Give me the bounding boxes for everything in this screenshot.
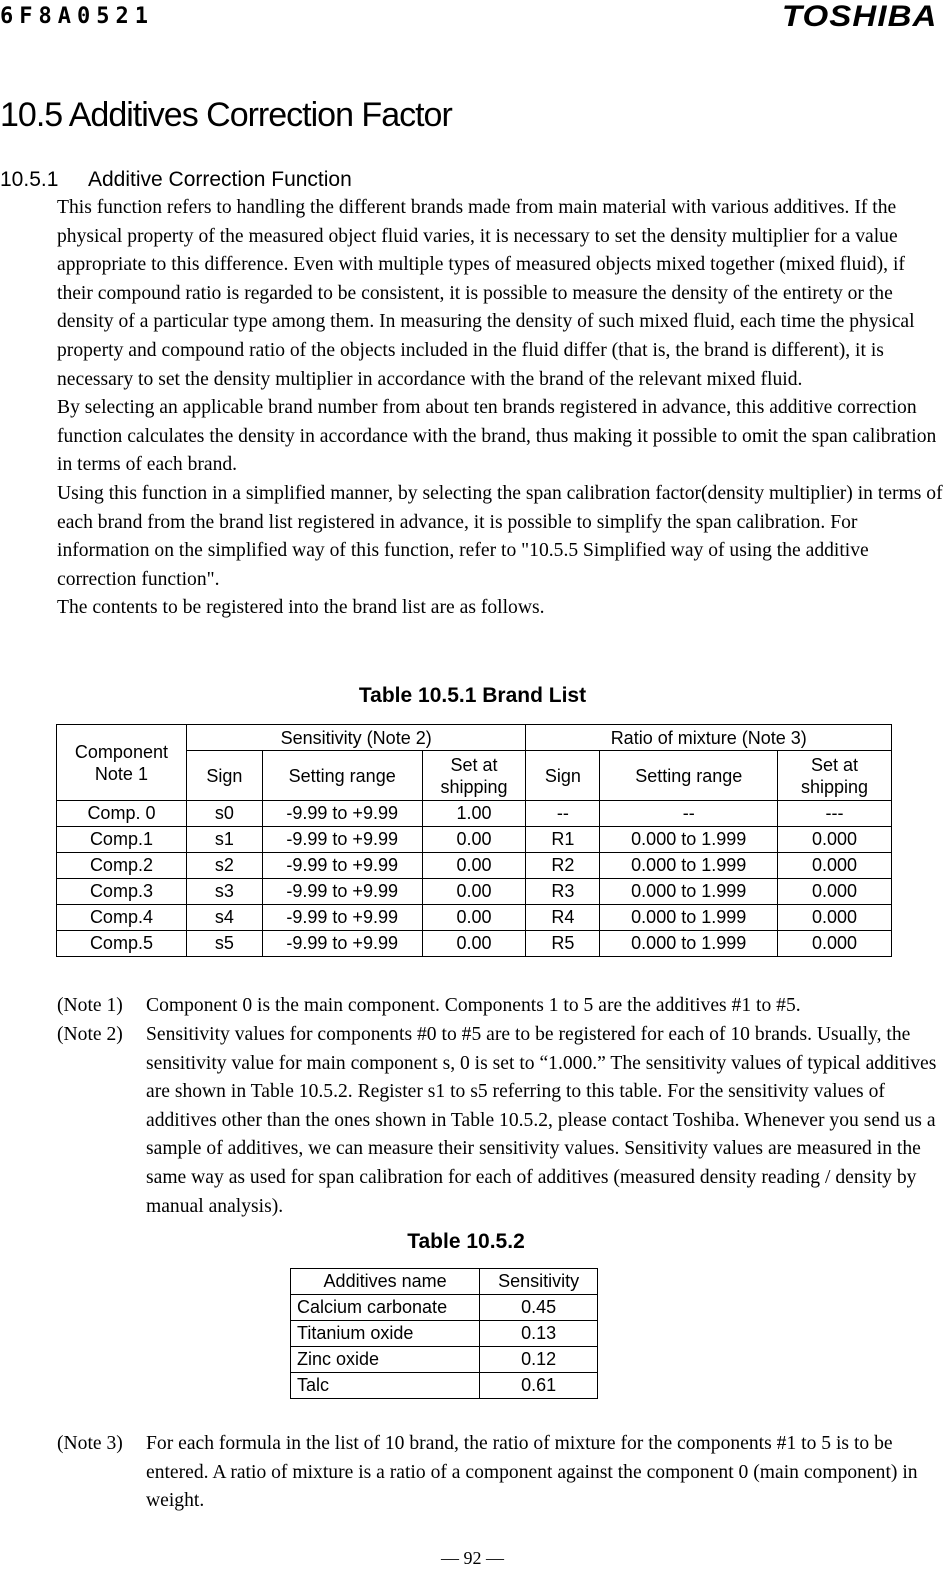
table-cell: 0.00 xyxy=(422,879,526,905)
table-cell: Titanium oxide xyxy=(291,1321,480,1347)
table-cell: 0.000 to 1.999 xyxy=(600,853,778,879)
table-cell: 0.61 xyxy=(480,1373,598,1399)
column-header: Set at shipping xyxy=(778,751,892,801)
table-cell: Comp.5 xyxy=(57,931,187,957)
table-cell: s2 xyxy=(186,853,262,879)
brand-list-table xyxy=(56,724,892,957)
table-cell: s4 xyxy=(186,905,262,931)
table-row xyxy=(57,931,892,957)
table-cell: s0 xyxy=(186,801,262,827)
column-header: Sensitivity xyxy=(480,1269,598,1295)
table-cell: s3 xyxy=(186,879,262,905)
table-row xyxy=(291,1373,598,1399)
column-header: Sign xyxy=(186,751,262,801)
table-cell: 0.00 xyxy=(422,827,526,853)
column-header: Setting range xyxy=(262,751,422,801)
subsection-number: 10.5.1 xyxy=(0,168,59,191)
paragraph: The contents to be registered into the brand list are as follows. xyxy=(57,597,545,619)
paragraph: This function refers to handling the different brands made from main material with various additives. If the physical property of the measured object fluid varies, it is necessary to set the density multiplier for a value appropriate to this difference. Even with multiple types of measured objects mixed together (mixed fluid), if their compound ratio is regarded to be consistent, it is possible to measure the density of the entirety or the density of a particular type among them. In measuring the density of such mixed fluid, each time the physical property and compound ratio of the objects included in the fluid differ (that is, the brand is different), it is necessary to set the density multiplier in accordance with the brand of the relevant mixed fluid. xyxy=(57,197,915,390)
table-cell: Talc xyxy=(291,1373,480,1399)
table-cell: 0.12 xyxy=(480,1347,598,1373)
table-cell: R3 xyxy=(526,879,600,905)
table-row xyxy=(57,853,892,879)
note-3-text: For each formula in the list of 10 brand, the ratio of mixture for the components #1 to 5 is to be entered. A ratio of mixture is a ratio of a component against the component 0 (main component) in weight. xyxy=(146,1433,918,1512)
table-cell: -9.99 to +9.99 xyxy=(262,905,422,931)
table-cell: 0.00 xyxy=(422,931,526,957)
table-cell: 0.00 xyxy=(422,853,526,879)
table-cell: Comp.4 xyxy=(57,905,187,931)
page-number xyxy=(0,1548,945,1569)
body-text xyxy=(57,194,943,623)
table-cell: 0.000 xyxy=(778,827,892,853)
table-cell: -9.99 to +9.99 xyxy=(262,931,422,957)
paragraph: By selecting an applicable brand number from about ten brands registered in advance, this additive correction function calculates the density in accordance with the brand, thus making it possible to omit the span calibration in terms of each brand. xyxy=(57,397,937,476)
dash-decoration: — xyxy=(481,1548,504,1568)
page-number-value: 92 xyxy=(463,1548,482,1568)
table-cell: -- xyxy=(600,801,778,827)
note-2-label: (Note 2) xyxy=(57,1024,123,1045)
document-number: 6F8A0521 xyxy=(0,4,154,29)
table-cell: 1.00 xyxy=(422,801,526,827)
table-cell: Calcium carbonate xyxy=(291,1295,480,1321)
table-cell: Comp.3 xyxy=(57,879,187,905)
table-row xyxy=(291,1347,598,1373)
toshiba-logo: TOSHIBA xyxy=(781,0,937,33)
table-cell: Comp. 0 xyxy=(57,801,187,827)
section-title: 10.5 Additives Correction Factor xyxy=(0,96,452,134)
note-1-label: (Note 1) xyxy=(57,995,123,1016)
table-caption: Table 10.5.1 Brand List xyxy=(358,684,587,707)
additives-table xyxy=(290,1268,598,1399)
table-cell: --- xyxy=(778,801,892,827)
table-cell: Comp.2 xyxy=(57,853,187,879)
table-cell: -9.99 to +9.99 xyxy=(262,827,422,853)
table-cell: Comp.1 xyxy=(57,827,187,853)
table-cell: 0.000 xyxy=(778,905,892,931)
table-cell: 0.00 xyxy=(422,905,526,931)
table-row xyxy=(57,827,892,853)
table-cell: 0.000 to 1.999 xyxy=(600,827,778,853)
table-cell: Zinc oxide xyxy=(291,1347,480,1373)
table-cell: 0.000 to 1.999 xyxy=(600,905,778,931)
table-cell: 0.000 to 1.999 xyxy=(600,879,778,905)
component-header: Component Note 1 xyxy=(57,725,187,801)
table-cell: s5 xyxy=(186,931,262,957)
table-row xyxy=(291,1295,598,1321)
column-header: Setting range xyxy=(600,751,778,801)
table-cell: 0.000 xyxy=(778,931,892,957)
column-header: Set at shipping xyxy=(422,751,526,801)
paragraph: Using this function in a simplified manner, by selecting the span calibration factor(density multiplier) in terms of each brand from the brand list registered in advance, it is possible to simplify the span calibration. For information on the simplified way of this function, refer to "10.5.5 Simplified way of using the additive correction function". xyxy=(57,482,943,590)
table-cell: 0.13 xyxy=(480,1321,598,1347)
table-cell: -9.99 to +9.99 xyxy=(262,853,422,879)
table-row xyxy=(57,905,892,931)
table-row xyxy=(57,879,892,905)
table-cell: s1 xyxy=(186,827,262,853)
table-row xyxy=(57,801,892,827)
table-caption: Table 10.5.2 xyxy=(407,1230,525,1253)
table-cell: 0.45 xyxy=(480,1295,598,1321)
column-header: Sign xyxy=(526,751,600,801)
table-cell: 0.000 to 1.999 xyxy=(600,931,778,957)
table-cell: R1 xyxy=(526,827,600,853)
column-header: Additives name xyxy=(291,1269,480,1295)
note-1-text: Component 0 is the main component. Components 1 to 5 are the additives #1 to #5. xyxy=(146,995,801,1016)
table-cell: R2 xyxy=(526,853,600,879)
note-3-label: (Note 3) xyxy=(57,1433,123,1454)
table-cell: R5 xyxy=(526,931,600,957)
table-cell: -9.99 to +9.99 xyxy=(262,879,422,905)
ratio-group-header: Ratio of mixture (Note 3) xyxy=(526,725,892,751)
table-cell: 0.000 xyxy=(778,879,892,905)
subsection-title: Additive Correction Function xyxy=(88,168,352,191)
sensitivity-group-header: Sensitivity (Note 2) xyxy=(186,725,526,751)
note-2-text: Sensitivity values for components #0 to #5 are to be registered for each of 10 brands. Usually, the sensitivity value for main component s, 0 is set to “1.000.” The sensitivity values of typical additives are shown in Table 10.5.2. Register s1 to s5 referring to this table. For the sensitivity values of additives other than the ones shown in Table 10.5.2, please contact Toshiba. Whenever you send us a sample of additives, we can measure their sensitivity values. Sensitivity values are measured in the same way as used for span calibration for each of additives (measured density reading / density by manual analysis). xyxy=(146,1024,937,1217)
table-cell: -9.99 to +9.99 xyxy=(262,801,422,827)
table-cell: 0.000 xyxy=(778,853,892,879)
table-cell: -- xyxy=(526,801,600,827)
table-row xyxy=(291,1321,598,1347)
table-cell: R4 xyxy=(526,905,600,931)
dash-decoration: — xyxy=(441,1548,464,1568)
